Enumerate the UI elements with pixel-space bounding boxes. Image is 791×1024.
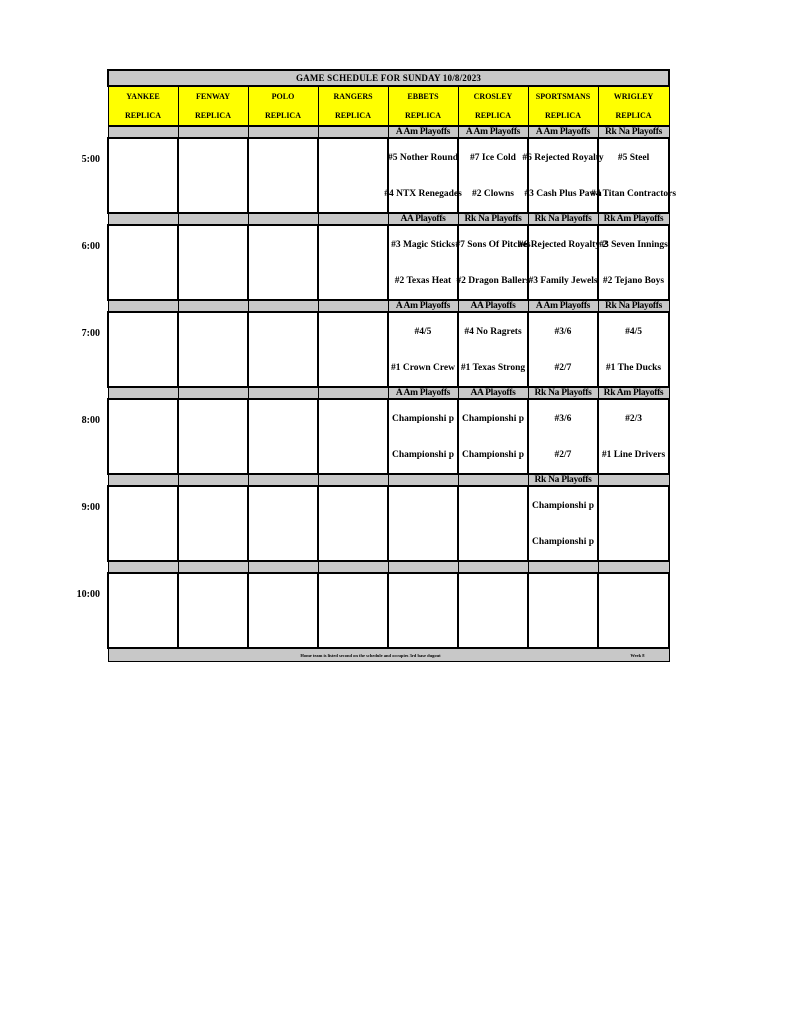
game-cell xyxy=(598,399,669,474)
away-team xyxy=(389,575,457,611)
division-label xyxy=(388,561,458,573)
game-cell xyxy=(388,573,458,648)
game-cell xyxy=(455,225,531,300)
division-band-row xyxy=(108,474,669,486)
game-cell xyxy=(458,399,528,474)
field-header-rangers xyxy=(318,86,388,126)
field-header-row xyxy=(108,86,669,126)
game-cell xyxy=(178,486,248,561)
away-team xyxy=(249,314,317,350)
division-label xyxy=(248,300,318,312)
home-team xyxy=(179,437,247,473)
home-team xyxy=(319,350,387,386)
home-team xyxy=(599,524,668,560)
away-team: #3 Seven Innings xyxy=(599,239,668,250)
away-team xyxy=(179,314,247,350)
division-band-row xyxy=(108,126,669,138)
away-team xyxy=(389,488,457,524)
week-label: Week 8 xyxy=(630,652,645,658)
time-label: 8:00 xyxy=(81,415,100,426)
game-cell xyxy=(458,486,528,561)
division-label xyxy=(248,213,318,225)
game-cell xyxy=(178,138,248,213)
division-band-row xyxy=(108,300,669,312)
away-team: #5 Nother Round xyxy=(387,152,459,163)
time-slot-row xyxy=(108,399,669,474)
away-team xyxy=(319,488,387,524)
division-label xyxy=(318,474,388,486)
field-name: SPORTSMANS xyxy=(535,92,591,101)
game-cell xyxy=(318,486,388,561)
home-team xyxy=(179,350,247,386)
away-team xyxy=(179,140,247,176)
home-team xyxy=(109,176,177,212)
game-cell xyxy=(248,486,318,561)
field-header-crosley xyxy=(458,86,528,126)
home-team xyxy=(109,263,177,299)
game-cell xyxy=(598,312,669,387)
division-label xyxy=(108,561,178,573)
time-slot-row xyxy=(108,225,669,300)
away-team xyxy=(249,140,317,176)
division-label xyxy=(318,213,388,225)
field-name: FENWAY xyxy=(196,92,230,101)
away-team xyxy=(109,140,177,176)
away-team xyxy=(319,314,387,350)
field-type: REPLICA xyxy=(474,111,511,120)
home-team xyxy=(599,611,668,647)
schedule-table xyxy=(107,69,677,662)
division-label xyxy=(178,126,248,138)
away-team xyxy=(249,575,317,611)
game-cell xyxy=(108,399,178,474)
home-team: #4 Titan Contractors xyxy=(590,188,677,199)
division-label: Rk Na Playoffs xyxy=(528,474,598,486)
home-team xyxy=(249,524,317,560)
division-label: Rk Am Playoffs xyxy=(598,213,669,225)
home-team-note: Home team is listed second on the schedule and occupies 3rd base dugout xyxy=(300,652,441,658)
field-type: REPLICA xyxy=(544,111,581,120)
home-team xyxy=(179,524,247,560)
field-header-fenway xyxy=(178,86,248,126)
game-cell xyxy=(598,486,669,561)
game-cell xyxy=(318,573,388,648)
away-team xyxy=(599,575,668,611)
home-team xyxy=(319,524,387,560)
division-label xyxy=(458,474,528,486)
division-label xyxy=(598,474,669,486)
home-team xyxy=(109,611,177,647)
away-team xyxy=(319,575,387,611)
home-team: #2/7 xyxy=(554,362,572,373)
field-name: POLO xyxy=(271,92,295,101)
game-cell xyxy=(388,399,458,474)
game-cell xyxy=(528,312,598,387)
game-cell xyxy=(108,225,178,300)
home-team: #3 Family Jewels xyxy=(528,275,598,286)
home-team xyxy=(319,437,387,473)
game-cell xyxy=(518,225,608,300)
field-name: WRIGLEY xyxy=(613,92,654,101)
game-cell xyxy=(318,225,388,300)
home-team xyxy=(319,611,387,647)
game-cell xyxy=(388,486,458,561)
division-label xyxy=(108,213,178,225)
time-slot-row xyxy=(108,573,669,648)
away-team: Championshi p xyxy=(391,413,455,424)
field-type: REPLICA xyxy=(334,111,371,120)
home-team: #2/7 xyxy=(554,449,572,460)
away-team: #7 Ice Cold xyxy=(470,152,516,163)
away-team: #6 Rejected Royalty 2 xyxy=(518,239,608,250)
game-cell xyxy=(178,399,248,474)
home-team xyxy=(109,437,177,473)
game-cell xyxy=(248,312,318,387)
field-type: REPLICA xyxy=(264,111,301,120)
division-label xyxy=(598,561,669,573)
division-label: A Am Playoffs xyxy=(388,126,458,138)
away-team xyxy=(319,140,387,176)
home-team xyxy=(319,176,387,212)
division-label xyxy=(388,474,458,486)
away-team xyxy=(179,227,247,263)
away-team xyxy=(179,401,247,437)
away-team xyxy=(249,401,317,437)
game-cell xyxy=(384,138,462,213)
away-team: Championshi p xyxy=(531,500,595,511)
division-label xyxy=(248,126,318,138)
away-team: #7 Sons Of Pitches xyxy=(455,239,531,250)
field-name: RANGERS xyxy=(333,92,373,101)
away-team: Championshi p xyxy=(461,413,525,424)
division-label: A Am Playoffs xyxy=(528,300,598,312)
field-header-yankee xyxy=(108,86,178,126)
home-team: #3 Cash Plus Pawn xyxy=(524,188,602,199)
home-team xyxy=(109,524,177,560)
game-cell xyxy=(318,399,388,474)
division-label xyxy=(318,126,388,138)
home-team xyxy=(179,176,247,212)
home-team xyxy=(179,263,247,299)
game-cell xyxy=(178,573,248,648)
away-team: #4/5 xyxy=(414,326,432,337)
division-label: Rk Na Playoffs xyxy=(598,300,669,312)
field-header-wrigley xyxy=(598,86,669,126)
field-name: CROSLEY xyxy=(473,92,513,101)
division-label xyxy=(318,561,388,573)
away-team xyxy=(109,401,177,437)
division-band-row xyxy=(108,561,669,573)
home-team: #1 Texas Strong xyxy=(460,362,526,373)
game-cell xyxy=(248,138,318,213)
time-label: 9:00 xyxy=(81,502,100,513)
home-team: #2 Dragon Ballers xyxy=(456,275,530,286)
field-type: REPLICA xyxy=(124,111,161,120)
field-name: YANKEE xyxy=(126,92,160,101)
home-team xyxy=(249,611,317,647)
home-team xyxy=(529,611,597,647)
home-team xyxy=(459,611,527,647)
away-team: #3/6 xyxy=(554,326,572,337)
away-team: #6 Rejected Royalty xyxy=(522,152,604,163)
home-team: Championshi p xyxy=(391,449,455,460)
away-team xyxy=(249,488,317,524)
field-name: EBBETS xyxy=(407,92,439,101)
field-type: REPLICA xyxy=(615,111,652,120)
home-team xyxy=(179,611,247,647)
game-cell xyxy=(178,312,248,387)
field-type: REPLICA xyxy=(194,111,231,120)
home-team xyxy=(109,350,177,386)
division-label xyxy=(178,213,248,225)
division-label xyxy=(318,387,388,399)
home-team xyxy=(249,263,317,299)
division-label: Rk Am Playoffs xyxy=(598,387,669,399)
away-team xyxy=(529,575,597,611)
away-team xyxy=(109,314,177,350)
division-label xyxy=(178,561,248,573)
game-cell xyxy=(388,225,458,300)
division-label: Rk Na Playoffs xyxy=(458,213,528,225)
home-team xyxy=(389,611,457,647)
schedule-title: GAME SCHEDULE FOR SUNDAY 10/8/2023 xyxy=(108,70,669,86)
game-cell xyxy=(528,573,598,648)
division-band-row xyxy=(108,213,669,225)
home-team: #2 Tejano Boys xyxy=(602,275,665,286)
home-team: Championshi p xyxy=(531,536,595,547)
division-label xyxy=(458,561,528,573)
away-team xyxy=(459,575,527,611)
division-label xyxy=(108,300,178,312)
away-team xyxy=(109,227,177,263)
game-cell xyxy=(590,138,677,213)
game-cell xyxy=(598,573,669,648)
division-label: A Am Playoffs xyxy=(388,300,458,312)
division-label xyxy=(248,387,318,399)
game-cell xyxy=(388,312,458,387)
field-type: REPLICA xyxy=(404,111,441,120)
division-label: Rk Na Playoffs xyxy=(528,387,598,399)
home-team: #1 Line Drivers xyxy=(601,449,666,460)
away-team: #3 Magic Sticks xyxy=(391,239,455,250)
division-label: AA Playoffs xyxy=(388,213,458,225)
field-header-ebbets xyxy=(388,86,458,126)
away-team xyxy=(109,575,177,611)
home-team xyxy=(459,524,527,560)
game-cell xyxy=(458,573,528,648)
away-team xyxy=(249,227,317,263)
home-team: #1 The Ducks xyxy=(605,362,662,373)
game-cell xyxy=(528,486,598,561)
away-team xyxy=(109,488,177,524)
home-team: #4 NTX Renegades xyxy=(384,188,462,199)
game-cell xyxy=(108,486,178,561)
away-team: #4 No Ragrets xyxy=(464,326,522,337)
home-team xyxy=(319,263,387,299)
home-team xyxy=(389,524,457,560)
away-team: #3/6 xyxy=(554,413,572,424)
game-cell xyxy=(458,312,528,387)
away-team xyxy=(179,488,247,524)
footer-cell xyxy=(108,648,669,662)
away-team xyxy=(599,488,668,524)
division-label: AA Playoffs xyxy=(458,300,528,312)
division-label: A Am Playoffs xyxy=(528,126,598,138)
home-team xyxy=(249,176,317,212)
game-cell xyxy=(318,138,388,213)
division-label: Rk Na Playoffs xyxy=(598,126,669,138)
division-label xyxy=(178,300,248,312)
game-cell xyxy=(248,225,318,300)
game-cell xyxy=(522,138,604,213)
division-band-row xyxy=(108,387,669,399)
division-label xyxy=(108,126,178,138)
field-header-polo xyxy=(248,86,318,126)
division-label xyxy=(108,387,178,399)
division-label xyxy=(248,474,318,486)
away-team: #4/5 xyxy=(625,326,642,337)
time-label: 7:00 xyxy=(81,328,100,339)
game-cell xyxy=(528,399,598,474)
field-header-sportsmans xyxy=(528,86,598,126)
game-cell xyxy=(108,138,178,213)
home-team: #2 Clowns xyxy=(472,188,514,199)
game-cell xyxy=(248,573,318,648)
away-team: #2/3 xyxy=(625,413,642,424)
division-label: A Am Playoffs xyxy=(388,387,458,399)
home-team: #1 Crown Crew xyxy=(390,362,456,373)
time-slot-row xyxy=(108,138,669,213)
division-label: AA Playoffs xyxy=(458,387,528,399)
footer-row xyxy=(108,648,669,662)
division-label xyxy=(318,300,388,312)
away-team xyxy=(319,401,387,437)
game-cell xyxy=(248,399,318,474)
away-team: #5 Steel xyxy=(617,152,650,163)
time-label: 5:00 xyxy=(81,154,100,165)
game-cell xyxy=(178,225,248,300)
division-label xyxy=(178,474,248,486)
division-label xyxy=(528,561,598,573)
away-team xyxy=(459,488,527,524)
division-label xyxy=(248,561,318,573)
division-label xyxy=(178,387,248,399)
game-cell xyxy=(318,312,388,387)
game-cell xyxy=(458,138,528,213)
game-cell xyxy=(598,225,669,300)
division-label xyxy=(108,474,178,486)
game-cell xyxy=(108,312,178,387)
home-team: Championshi p xyxy=(461,449,525,460)
away-team xyxy=(179,575,247,611)
division-label: A Am Playoffs xyxy=(458,126,528,138)
division-label: Rk Na Playoffs xyxy=(528,213,598,225)
home-team: #2 Texas Heat xyxy=(394,275,452,286)
time-slot-row xyxy=(108,312,669,387)
time-label: 6:00 xyxy=(81,241,100,252)
home-team xyxy=(249,437,317,473)
time-label: 10:00 xyxy=(76,589,100,600)
home-team xyxy=(249,350,317,386)
game-cell xyxy=(108,573,178,648)
time-slot-row xyxy=(108,486,669,561)
away-team xyxy=(319,227,387,263)
